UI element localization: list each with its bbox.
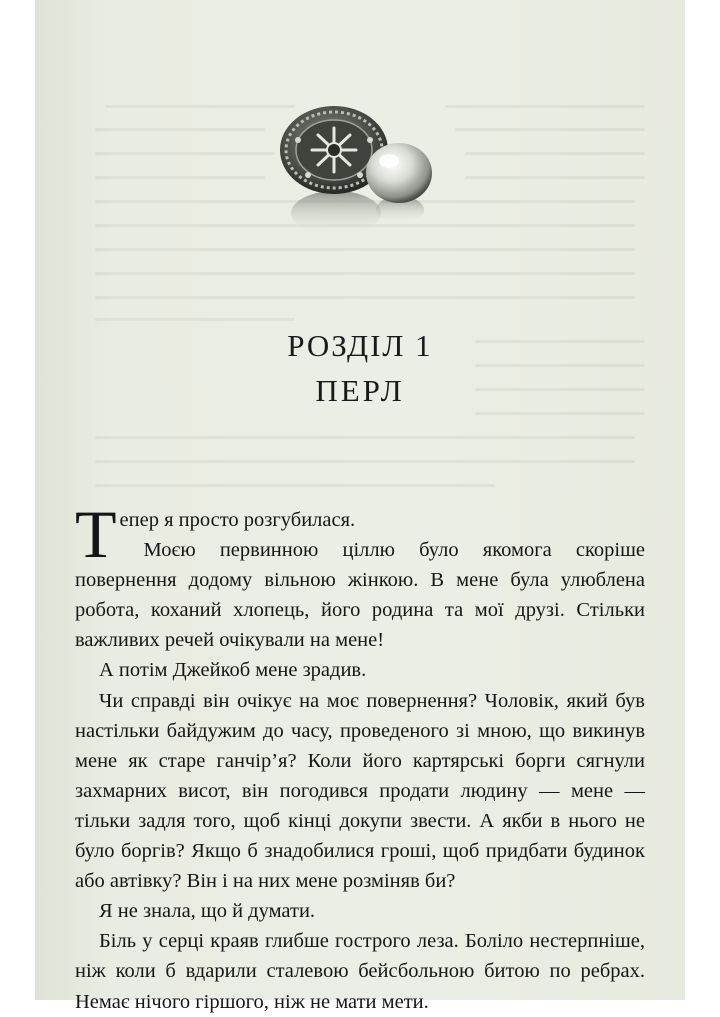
book-page [35,0,685,1013]
paragraph: А потім Джейкоб мене зрадив. [99,659,367,682]
button-and-pearl-icon [268,95,438,245]
paragraph: Моєю первинною ціллю було якомога скоріше повернення додому вільною жінкою. В мене була улюблена робота, коханий хлопець, його родина та мої друзі. Стільки важливих речей очікували на мене! [75,539,645,652]
paragraph-text: епер я просто розгубилася. [119,509,356,531]
paragraph [75,496,645,572]
paragraph: Я не знала, що й думати. [99,900,316,923]
chapter-title: ПЕРЛ [315,373,405,408]
chapter-body [75,496,645,1017]
paragraph: Чи справді він очікує на моє повернення? Чоловік, який був настільки байдужим до часу, проведеного зі мною, що викинув мене як старе ганчір’я? Коли його картярські борги сягнули захмарних висот, він погодився продати людину — мене — тільки задля того, щоб кінці докупи звести. А якби в нього не було боргів? Якщо б знадобилися гроші, щоб придбати будинок або автівку? Він і на них мене розміняв би? [75,689,645,893]
chapter-number: РОЗДІЛ 1 [287,328,433,363]
paragraph: Біль у серці краяв глибше гострого леза. Боліло нестерпніше, ніж коли б вдарили сталевою бейсбольною битою по ребрах. Немає нічого гіршого, ніж не мати мети. [75,930,645,1013]
drop-cap: Т [75,496,117,572]
